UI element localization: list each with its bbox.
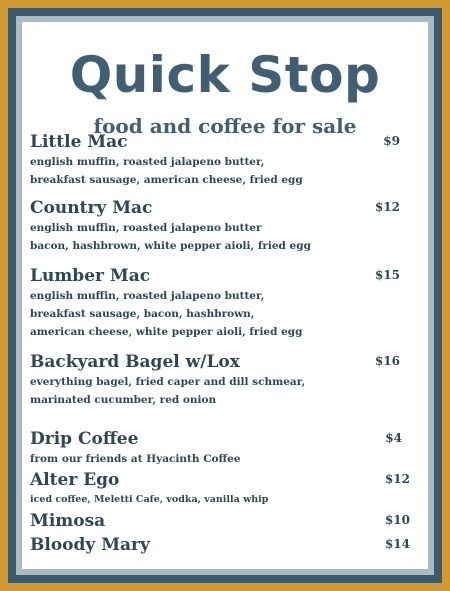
item-price: $12 <box>374 200 400 214</box>
item-name: Country Mac <box>30 198 153 218</box>
item-price: $10 <box>384 513 410 527</box>
item-name: Mimosa <box>30 511 106 531</box>
item-description: breakfast sausage, american cheese, fried egg <box>30 174 303 186</box>
item-name: Bloody Mary <box>30 535 150 555</box>
item-name: Little Mac <box>30 132 128 152</box>
item-price: $14 <box>384 537 410 551</box>
menu-board <box>22 22 428 569</box>
item-price: $4 <box>385 431 402 445</box>
item-price: $15 <box>374 268 400 282</box>
menu-item-mimosa <box>30 510 422 532</box>
menu-item-backyard-bagel <box>30 351 422 409</box>
item-description: english muffin, roasted jalapeno butter, <box>30 290 265 302</box>
item-description: american cheese, white pepper aioli, fried egg <box>30 326 303 338</box>
menu-item-bloody-mary <box>30 534 422 556</box>
menu-title: Quick Stop <box>69 46 381 104</box>
menu-subtitle: food and coffee for sale <box>93 114 357 138</box>
item-description: marinated cucumber, red onion <box>30 394 217 406</box>
item-price: $12 <box>384 472 410 486</box>
item-price: $9 <box>383 134 400 148</box>
item-description: breakfast sausage, bacon, hashbrown, <box>30 308 255 320</box>
menu-item-little-mac <box>30 131 422 189</box>
item-name: Drip Coffee <box>30 429 139 449</box>
item-description: bacon, hashbrown, white pepper aioli, fried egg <box>30 240 311 252</box>
menu-item-lumber-mac <box>30 265 422 341</box>
item-description: everything bagel, fried caper and dill schmear, <box>30 376 306 388</box>
menu-item-country-mac <box>30 197 422 255</box>
menu-item-alter-ego <box>30 469 422 509</box>
item-description: from our friends at Hyacinth Coffee <box>30 453 241 465</box>
item-description: english muffin, roasted jalapeno butter <box>30 222 262 234</box>
menu-item-drip-coffee <box>30 428 422 468</box>
item-description: iced coffee, Meletti Cafe, vodka, vanilla whip <box>30 494 269 505</box>
item-name: Lumber Mac <box>30 266 151 286</box>
item-description: english muffin, roasted jalapeno butter, <box>30 156 265 168</box>
item-name: Backyard Bagel w/Lox <box>30 352 240 372</box>
item-name: Alter Ego <box>30 470 120 490</box>
item-price: $16 <box>374 354 400 368</box>
